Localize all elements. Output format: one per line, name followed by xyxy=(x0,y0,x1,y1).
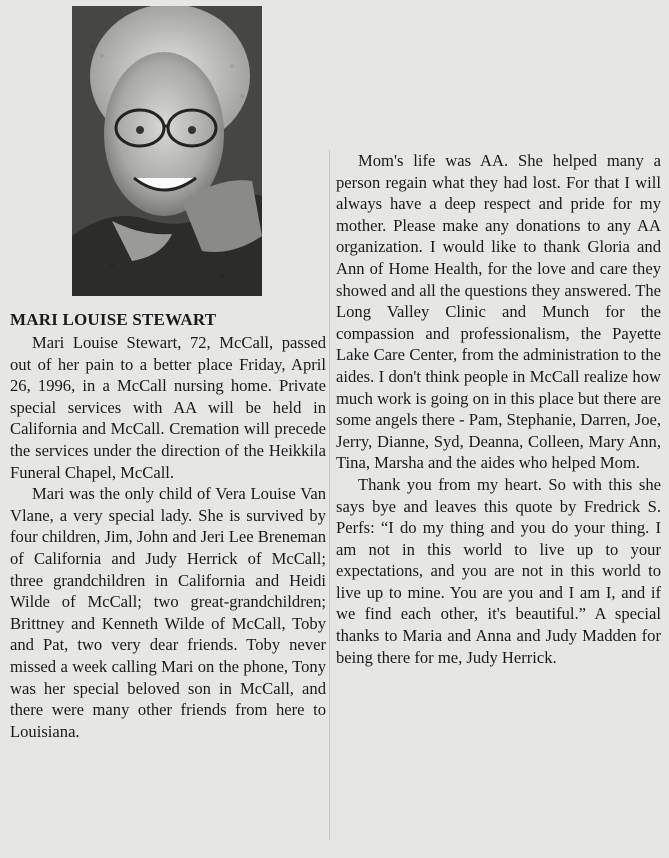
obituary-paragraph: Mari Louise Stewart, 72, McCall, passed out of her pain to a better place Friday, April 26, 1996, in a McCall nursing home. Private special services with AA will be held in California and McCall. Cremation will precede the services under the direction of the Heikkila Funeral Chapel, McCall. xyxy=(10,333,326,482)
obituary-paragraph: Thank you from my heart. So with this she says bye and leaves this quote by Fredrick S. Perfs: “I do my thing and you do your thing. I am not in this world to live up to your expectations, and you are not in this world to live up to mine. You are you and I am I, and if we find each other, it's beautiful.” A special thanks to Maria and Anna and Judy Madden for being there for me, Judy Herrick. xyxy=(336,474,661,667)
portrait-photo xyxy=(72,6,262,296)
column-divider xyxy=(329,150,330,840)
obituary-left-column xyxy=(10,310,326,742)
portrait-image xyxy=(72,6,262,296)
obituary-right-column xyxy=(336,150,661,668)
obituary-headline: MARI LOUISE STEWART xyxy=(10,310,217,329)
obituary-paragraph: Mom's life was AA. She helped many a person regain what they had lost. For that I will always have a deep respect and pride for my mother. Please make any donations to any AA organization. I would like to thank Gloria and Ann of Home Health, for the love and care they showed and all the questions they answered. The Long Valley Clinic and Munch for the compassion and professionalism, the Payette Lake Care Center, from the administration to the aides. I don't think people in McCall realize how much work is going on in this place but there are some angels there - Pam, Stephanie, Darren, Joe, Jerry, Dianne, Syd, Deanna, Colleen, Mary Ann, Tina, Marsha and the aides who helped Mom. xyxy=(336,151,661,473)
obituary-paragraph: Mari was the only child of Vera Louise Van Vlane, a very special lady. She is survived by four children, Jim, John and Jeri Lee Breneman of California and Judy Herrick of McCall; three grandchildren in California and Heidi Wilde of McCall; two great-grandchildren; Brittney and Kenneth Wilde of McCall, Toby and Pat, two very dear friends. Toby never missed a week calling Mari on the phone, Tony was her special beloved son in McCall, and there were many other friends from here to Louisiana. xyxy=(10,484,326,741)
